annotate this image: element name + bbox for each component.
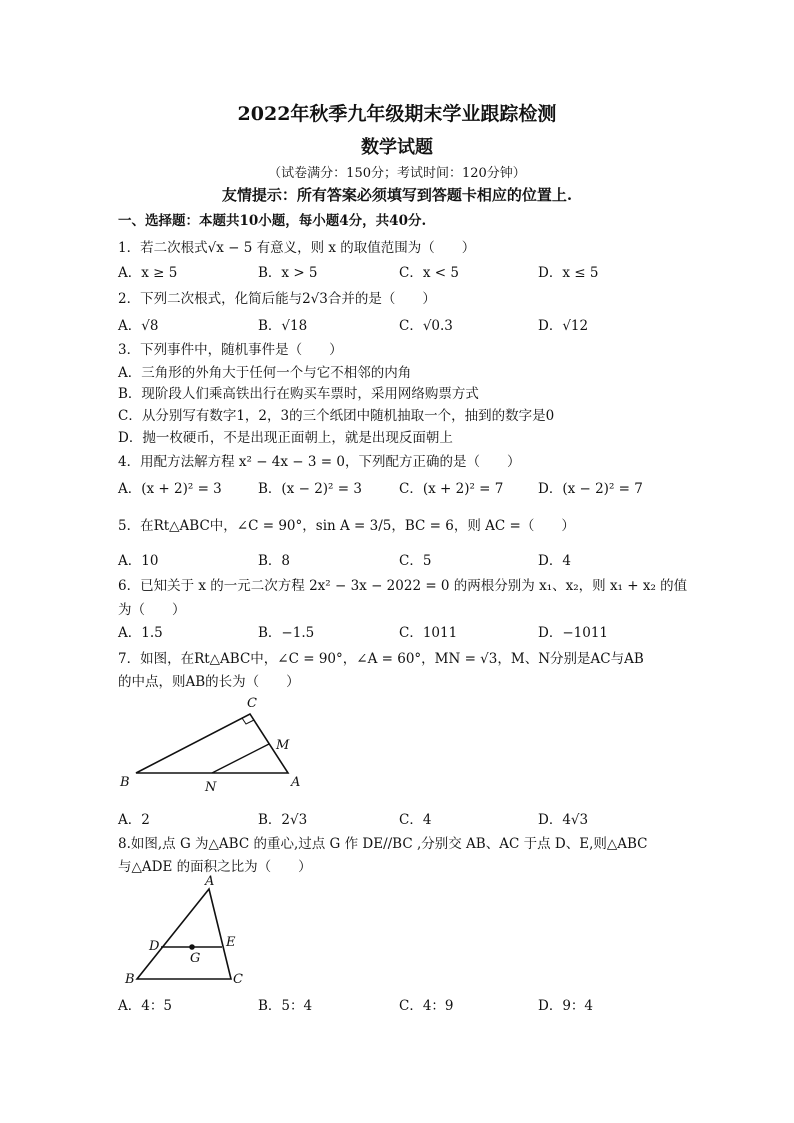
q8-centroid-g xyxy=(189,944,195,950)
q6-stem-line2: 为（ ） xyxy=(118,602,186,618)
q6-option-a: A．1.5 xyxy=(118,625,163,641)
q5-option-c: C．5 xyxy=(399,553,432,569)
q8-label-c: C xyxy=(233,972,243,987)
q6-option-c: C．1011 xyxy=(399,625,458,641)
q5-option-b: B．8 xyxy=(258,553,291,569)
q1-option-d: D．x ≤ 5 xyxy=(538,265,599,281)
q2-option-a: A．√8 xyxy=(118,318,159,334)
q8-stem-line1: 8.如图,点 G 为△ABC 的重心,过点 G 作 DE//BC ,分别交 AB、AC 于点 D、E,则△ABC xyxy=(118,836,648,852)
q8-label-g: G xyxy=(190,951,201,966)
exam-tip: 友情提示：所有答案必须填写到答题卡相应的位置上. xyxy=(221,186,573,204)
q4-option-a: A．(x + 2)² = 3 xyxy=(118,481,222,497)
q7-triangle-figure xyxy=(110,690,320,800)
q8-option-a: A．4：5 xyxy=(118,998,172,1014)
q8-option-d: D．9：4 xyxy=(538,998,594,1014)
q7-option-d: D．4√3 xyxy=(538,812,589,828)
q8-triangle-figure xyxy=(110,870,260,990)
q8-stem-line2: 与△ADE 的面积之比为（ ） xyxy=(118,859,312,875)
q7-label-m: M xyxy=(276,738,290,753)
exam-title: 2022年秋季九年级期末学业跟踪检测 xyxy=(237,103,557,125)
q7-option-b: B．2√3 xyxy=(258,812,308,828)
q3-option-c: C．从分别写有数字1，2，3的三个纸团中随机抽取一个，抽到的数字是0 xyxy=(118,408,555,424)
q1-stem: 1．若二次根式√x − 5 有意义，则 x 的取值范围为（ ） xyxy=(118,240,476,256)
q3-option-b: B．现阶段人们乘高铁出行在购买车票时，采用网络购票方式 xyxy=(118,386,479,402)
q7-label-c: C xyxy=(247,696,257,711)
q7-label-b: B xyxy=(120,775,130,790)
q5-option-a: A．10 xyxy=(118,553,159,569)
q2-stem: 2．下列二次根式，化简后能与2√3合并的是（ ） xyxy=(118,291,436,307)
q8-label-d: D xyxy=(149,939,160,954)
q7-stem-line1: 7．如图，在Rt△ABC中，∠C = 90°，∠A = 60°，MN = √3，M、N分别是AC与AB xyxy=(118,651,644,667)
q6-option-d: D．−1011 xyxy=(538,625,608,641)
q2-option-d: D．√12 xyxy=(538,318,589,334)
q3-stem: 3．下列事件中，随机事件是（ ） xyxy=(118,342,343,358)
q7-right-angle-mark xyxy=(242,718,254,724)
exam-subtitle: 数学试题 xyxy=(361,137,433,158)
q4-option-d: D．(x − 2)² = 7 xyxy=(538,481,643,497)
q4-option-b: B．(x − 2)² = 3 xyxy=(258,481,362,497)
q7-option-a: A．2 xyxy=(118,812,150,828)
q6-stem-line1: 6．已知关于 x 的一元二次方程 2x² − 3x − 2022 = 0 的两根分别为 x₁、x₂，则 x₁ + x₂ 的值 xyxy=(118,578,688,594)
q7-option-c: C．4 xyxy=(399,812,432,828)
q5-option-d: D．4 xyxy=(538,553,571,569)
q7-triangle xyxy=(136,714,288,773)
q1-option-a: A．x ≥ 5 xyxy=(118,265,178,281)
q8-option-c: C．4：9 xyxy=(399,998,454,1014)
q8-label-a: A xyxy=(205,874,215,889)
section-heading: 一、选择题：本题共10小题，每小题4分，共40分. xyxy=(118,213,427,229)
q6-option-b: B．−1.5 xyxy=(258,625,315,641)
q8-label-e: E xyxy=(226,935,236,950)
q5-stem: 5．在Rt△ABC中，∠C = 90°，sin A = 3/5，BC = 6，则 AC =（ ） xyxy=(118,518,575,534)
exam-info: （试卷满分：150分；考试时间：120分钟） xyxy=(268,166,526,181)
q2-option-b: B．√18 xyxy=(258,318,308,334)
q7-label-n: N xyxy=(205,780,217,795)
q1-option-b: B．x > 5 xyxy=(258,265,318,281)
q7-stem-line2: 的中点，则AB的长为（ ） xyxy=(118,674,300,690)
q8-option-b: B．5：4 xyxy=(258,998,313,1014)
q7-label-a: A xyxy=(291,775,301,790)
q1-option-c: C．x < 5 xyxy=(399,265,459,281)
q3-option-a: A．三角形的外角大于任何一个与它不相邻的内角 xyxy=(118,365,412,381)
q7-segment-mn xyxy=(212,744,269,773)
q8-triangle xyxy=(137,889,231,979)
q8-label-b: B xyxy=(125,972,135,987)
q4-stem: 4．用配方法解方程 x² − 4x − 3 = 0，下列配方正确的是（ ） xyxy=(118,454,521,470)
q2-option-c: C．√0.3 xyxy=(399,318,453,334)
q3-option-d: D．抛一枚硬币，不是出现正面朝上，就是出现反面朝上 xyxy=(118,430,453,446)
q4-option-c: C．(x + 2)² = 7 xyxy=(399,481,504,497)
